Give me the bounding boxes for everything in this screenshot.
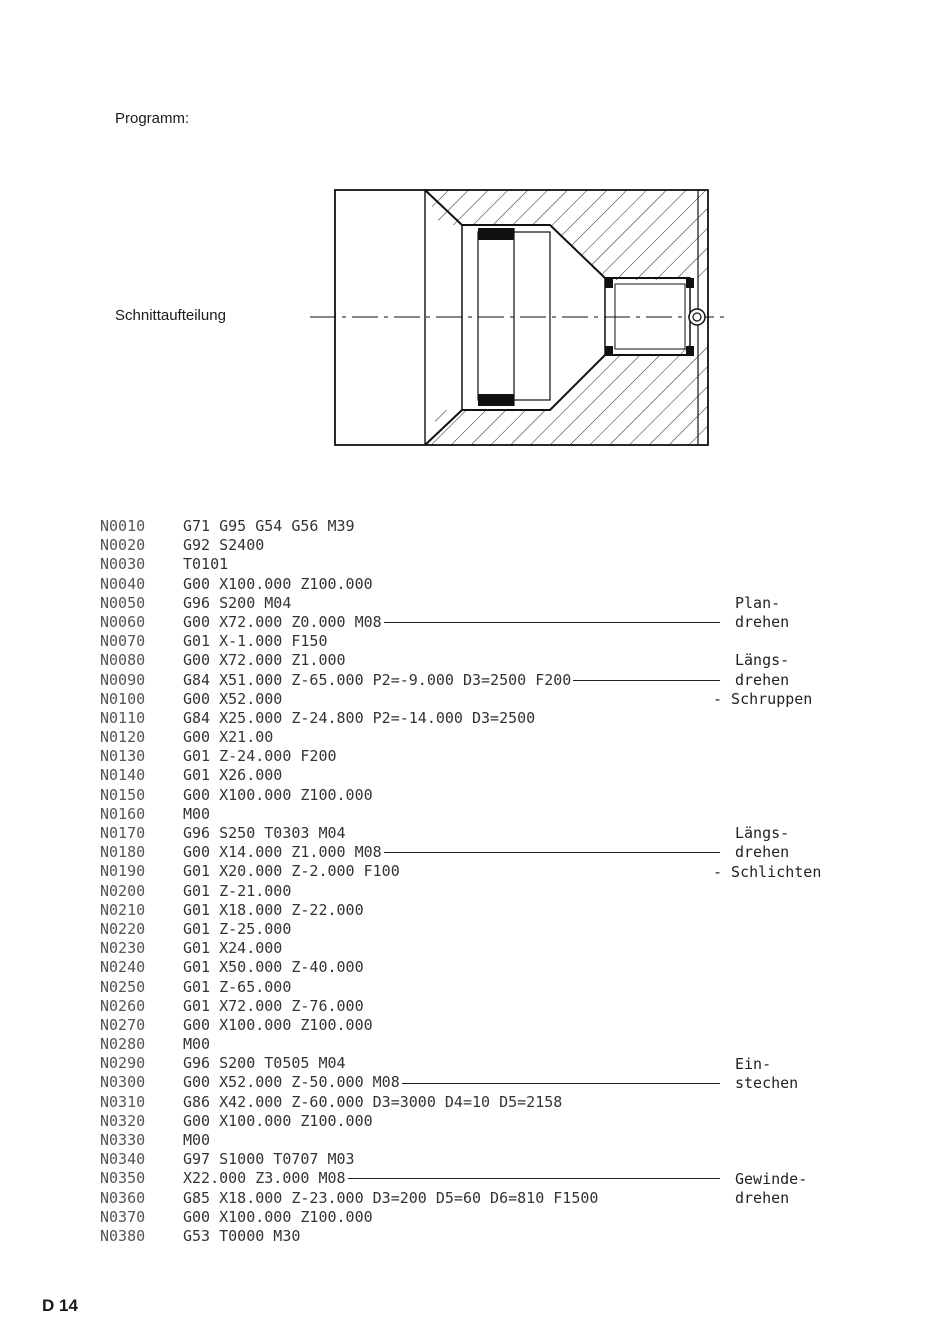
operation-note: - Schlichten xyxy=(713,862,822,881)
nc-command: G00 X72.000 Z0.000 M08 xyxy=(183,612,382,631)
program-line xyxy=(100,1169,720,1188)
leader-line xyxy=(573,680,720,681)
line-number: N0070 xyxy=(100,632,146,651)
operation-note: Längs- xyxy=(735,651,790,670)
nc-command: G01 X18.000 Z-22.000 xyxy=(183,900,364,919)
program-line xyxy=(100,843,720,862)
operation-note: - Schruppen xyxy=(713,689,813,708)
line-number: N0130 xyxy=(100,747,146,766)
nc-command: G01 Z-21.000 xyxy=(183,881,292,900)
line-number: N0110 xyxy=(100,708,146,727)
program-line xyxy=(100,1073,720,1092)
operation-note: stechen xyxy=(735,1073,799,1092)
footer-page-number: 14 xyxy=(59,1296,78,1315)
nc-command: G01 X50.000 Z-40.000 xyxy=(183,958,364,977)
program-line xyxy=(100,709,720,728)
program-line xyxy=(100,958,720,977)
program-line xyxy=(100,671,720,690)
nc-command: M00 xyxy=(183,1035,211,1054)
nc-command: G96 S200 M04 xyxy=(183,593,292,612)
nc-command: G00 X100.000 Z100.000 xyxy=(183,1207,373,1226)
leader-line xyxy=(402,1083,720,1084)
line-number: N0100 xyxy=(100,689,146,708)
program-line xyxy=(100,517,720,536)
program-line xyxy=(100,786,720,805)
operation-note: Ein- xyxy=(735,1054,772,1073)
nc-command: G00 X100.000 Z100.000 xyxy=(183,785,373,804)
nc-command: G00 X100.000 Z100.000 xyxy=(183,1015,373,1034)
nc-command: G01 Z-25.000 xyxy=(183,919,292,938)
line-number: N0140 xyxy=(100,766,146,785)
footer-section: D xyxy=(42,1296,55,1315)
nc-command: G00 X72.000 Z1.000 xyxy=(183,651,346,670)
nc-command: G96 S200 T0505 M04 xyxy=(183,1054,346,1073)
line-number: N0360 xyxy=(100,1188,146,1207)
program-line xyxy=(100,1093,720,1112)
nc-command: G00 X14.000 Z1.000 M08 xyxy=(183,843,382,862)
nc-command: X22.000 Z3.000 M08 xyxy=(183,1169,346,1188)
nc-command: G84 X51.000 Z-65.000 P2=-9.000 D3=2500 F200 xyxy=(183,670,572,689)
line-number: N0320 xyxy=(100,1111,146,1130)
nc-command: G85 X18.000 Z-23.000 D3=200 D5=60 D6=810 F1500 xyxy=(183,1188,599,1207)
program-line xyxy=(100,997,720,1016)
part-cross-section-drawing xyxy=(300,180,730,450)
operation-note: drehen xyxy=(735,1189,790,1207)
program-line xyxy=(100,862,720,881)
nc-command: M00 xyxy=(183,804,211,823)
nc-command: G00 X21.00 xyxy=(183,728,274,747)
nc-command: G92 S2400 xyxy=(183,536,265,555)
line-number: N0340 xyxy=(100,1150,146,1169)
line-number: N0330 xyxy=(100,1131,146,1149)
program-line xyxy=(100,594,720,613)
line-number: N0380 xyxy=(100,1226,146,1245)
program-line xyxy=(100,901,720,920)
nc-command: G71 G95 G54 G56 M39 xyxy=(183,517,355,535)
program-line xyxy=(100,1208,720,1227)
nc-command: G00 X52.000 xyxy=(183,689,283,708)
nc-command: G01 Z-65.000 xyxy=(183,977,292,996)
leader-line xyxy=(384,622,720,623)
line-number: N0270 xyxy=(100,1015,146,1034)
nc-command: G01 Z-24.000 F200 xyxy=(183,747,337,766)
figure-label: Schnittaufteilung xyxy=(115,307,226,324)
line-number: N0120 xyxy=(100,728,146,747)
line-number: N0370 xyxy=(100,1207,146,1226)
nc-command: G01 X26.000 xyxy=(183,766,283,785)
program-line xyxy=(100,805,720,824)
program-line xyxy=(100,728,720,747)
line-number: N0010 xyxy=(100,517,146,535)
nc-command: G53 T0000 M30 xyxy=(183,1226,301,1245)
nc-command: G01 X20.000 Z-2.000 F100 xyxy=(183,862,400,881)
line-number: N0090 xyxy=(100,670,146,689)
operation-note: Gewinde- xyxy=(735,1169,808,1188)
program-line xyxy=(100,575,720,594)
nc-command: M00 xyxy=(183,1131,211,1149)
operation-note: drehen xyxy=(735,843,790,862)
line-number: N0040 xyxy=(100,574,146,593)
section-hatch-bottom xyxy=(425,345,708,445)
nc-command: G01 X-1.000 F150 xyxy=(183,632,328,651)
program-line xyxy=(100,613,720,632)
nc-command: G00 X52.000 Z-50.000 M08 xyxy=(183,1073,400,1092)
program-line xyxy=(100,1131,720,1150)
nc-command: G01 X24.000 xyxy=(183,939,283,958)
nc-command: G86 X42.000 Z-60.000 D3=3000 D4=10 D5=2158 xyxy=(183,1092,563,1111)
operation-note: Plan- xyxy=(735,593,781,612)
line-number: N0230 xyxy=(100,939,146,958)
line-number: N0190 xyxy=(100,862,146,881)
program-line xyxy=(100,1150,720,1169)
program-line xyxy=(100,1054,720,1073)
line-number: N0170 xyxy=(100,824,146,842)
program-line xyxy=(100,1189,720,1208)
leader-line xyxy=(348,1178,720,1179)
program-line xyxy=(100,766,720,785)
program-line xyxy=(100,1016,720,1035)
datum-marker-icon xyxy=(689,309,705,325)
nc-program-listing xyxy=(100,517,720,1246)
program-line xyxy=(100,882,720,901)
line-number: N0180 xyxy=(100,843,146,862)
program-line xyxy=(100,1035,720,1054)
line-number: N0150 xyxy=(100,785,146,804)
page-footer xyxy=(42,1296,78,1316)
program-line xyxy=(100,824,720,843)
line-number: N0200 xyxy=(100,881,146,900)
nc-command: G97 S1000 T0707 M03 xyxy=(183,1150,355,1169)
line-number: N0160 xyxy=(100,804,146,823)
program-line xyxy=(100,978,720,997)
nc-command: T0101 xyxy=(183,555,229,574)
line-number: N0080 xyxy=(100,651,146,670)
nc-command: G00 X100.000 Z100.000 xyxy=(183,1111,373,1130)
program-line xyxy=(100,939,720,958)
nc-command: G00 X100.000 Z100.000 xyxy=(183,574,373,593)
line-number: N0210 xyxy=(100,900,146,919)
line-number: N0350 xyxy=(100,1169,146,1188)
line-number: N0020 xyxy=(100,536,146,555)
line-number: N0050 xyxy=(100,593,146,612)
nc-command: G01 X72.000 Z-76.000 xyxy=(183,996,364,1015)
line-number: N0240 xyxy=(100,958,146,977)
line-number: N0030 xyxy=(100,555,146,574)
nc-command: G96 S250 T0303 M04 xyxy=(183,824,346,842)
line-number: N0300 xyxy=(100,1073,146,1092)
leader-line xyxy=(384,852,720,853)
program-line xyxy=(100,920,720,939)
line-number: N0220 xyxy=(100,919,146,938)
program-line xyxy=(100,747,720,766)
nc-command: G84 X25.000 Z-24.800 P2=-14.000 D3=2500 xyxy=(183,708,536,727)
line-number: N0290 xyxy=(100,1054,146,1073)
program-line xyxy=(100,555,720,574)
operation-note: drehen xyxy=(735,613,790,631)
operation-note: Längs- xyxy=(735,824,790,843)
program-line xyxy=(100,651,720,670)
line-number: N0280 xyxy=(100,1035,146,1054)
operation-note: drehen xyxy=(735,670,790,689)
line-number: N0060 xyxy=(100,612,146,631)
line-number: N0250 xyxy=(100,977,146,996)
program-line xyxy=(100,1112,720,1131)
program-line xyxy=(100,690,720,709)
line-number: N0310 xyxy=(100,1092,146,1111)
program-line xyxy=(100,632,720,651)
program-line xyxy=(100,536,720,555)
section-hatch-top xyxy=(425,190,708,280)
program-line xyxy=(100,1227,720,1246)
program-heading: Programm: xyxy=(115,110,190,127)
line-number: N0260 xyxy=(100,996,146,1015)
